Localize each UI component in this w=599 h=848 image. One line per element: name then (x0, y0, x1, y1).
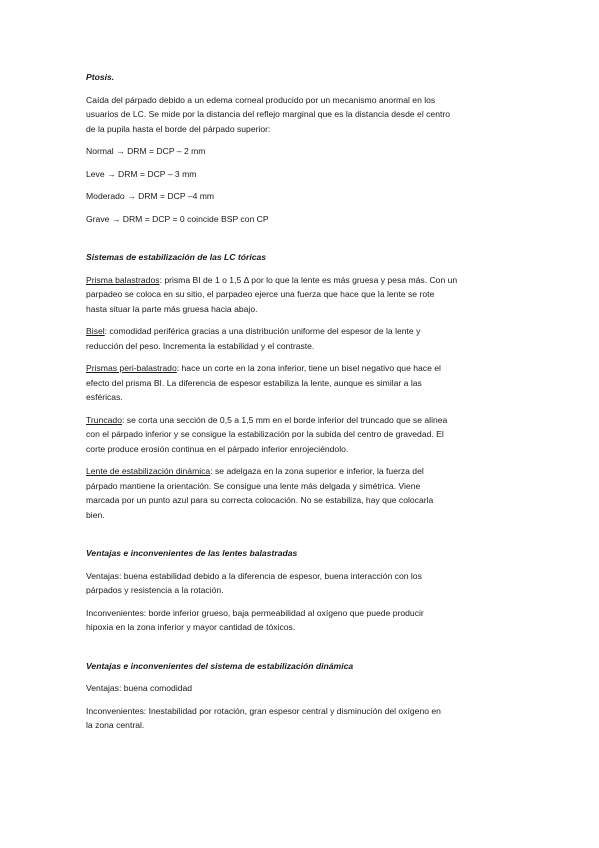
text-line: esféricas. (86, 392, 123, 402)
sistemas-title: Sistemas de estabilización de las LC tóricas (86, 252, 267, 262)
document-page (86, 70, 526, 733)
text-line: reducción del peso. Incrementa la estabilidad y el contraste. (86, 340, 315, 351)
text-line: con el párpado inferior y se consigue la estabilización por la subida del centro de gravedad. El (86, 429, 444, 439)
text-line: párpados y resistencia a la rotación. (86, 585, 224, 595)
term: Prismas peri-balastrado (86, 363, 177, 373)
text-line: usuarios de LC. Se mide por la distancia del reflejo marginal que es la distancia desde el centro (86, 109, 451, 119)
text-line: marcada por un punto azul para su correcta colocación. No se estabiliza, hay que colocarla (86, 495, 434, 505)
text-line: hipoxia en la zona inferior y mayor cantidad de tóxicos. (86, 622, 296, 632)
text-line: Inconvenientes: borde inferior grueso, baja permeabilidad al oxígeno que puede producir (86, 607, 424, 618)
text-line: Truncado: se corta una sección de 0,5 a 1,5 mm en el borde inferior del truncado que se alinea (86, 414, 448, 425)
text-line: bien. (86, 509, 105, 520)
term: Prisma balastrados (86, 274, 160, 285)
ptosis-title: Ptosis. (86, 72, 115, 82)
text-line: Ventajas: buena comodidad (86, 683, 193, 693)
text-line: Ventajas: buena estabilidad debido a la diferencia de espesor, buena interacción con los (86, 570, 422, 581)
grade-moderado: Moderado → DRM = DCP –4 mm (86, 191, 215, 201)
text-line: efecto del prisma BI. La diferencia de espesor estabiliza la lente, aunque es similar a las (86, 377, 422, 388)
dinamica-title: Ventajas e inconvenientes del sistema de estabilización dinámica (86, 660, 354, 671)
text-line: Lente de estabilización dinámica: se adelgaza en la zona superior e inferior, la fuerza del (86, 466, 424, 476)
balastradas-title: Ventajas e inconvenientes de las lentes balastradas (86, 548, 298, 558)
text-line: de la pupila hasta el borde del párpado superior: (86, 123, 271, 134)
text-line: hasta situar la parte más gruesa hacia abajo. (86, 303, 258, 314)
grade-normal: Normal → DRM = DCP – 2 mm (86, 146, 206, 156)
balastradas-inconvenientes (86, 606, 526, 635)
sistema-estabilizacion-dinamica (86, 464, 526, 522)
dinamica-inconvenientes (86, 704, 526, 733)
sistema-bisel (86, 324, 526, 353)
term: Lente de estabilización dinámica (86, 466, 211, 476)
grade-grave: Grave → DRM = DCP = 0 coincide BSP con CP (86, 213, 269, 224)
text-line: corte produce erosión continua en el párpado inferior enrojeciéndolo. (86, 443, 349, 454)
grade-leve: Leve → DRM = DCP – 3 mm (86, 168, 197, 179)
text-line: parpadeo se coloca en su sitio, el parpadeo ejerce una fuerza que hace que la lente se rote (86, 289, 435, 299)
balastradas-ventajas (86, 569, 526, 598)
text-line: Bisel: comodidad periférica gracias a una distribución uniforme del espesor de la lente y (86, 326, 421, 336)
term: Truncado (86, 414, 122, 425)
sistema-prisma-balastrados (86, 273, 526, 317)
sistema-truncado (86, 413, 526, 457)
text-line: Caída del párpado debido a un edema corneal producido por un mecanismo anormal en los (86, 94, 436, 105)
dinamica-ventajas (86, 681, 526, 696)
text-line: Prismas peri-balastrado: hace un corte en la zona inferior, tiene un bisel negativo que hace el (86, 363, 441, 373)
text-line: Prisma balastrados: prisma BI de 1 o 1,5 Δ por lo que la lente es más gruesa y pesa más. Con un (86, 274, 458, 285)
text-line: la zona central. (86, 720, 145, 730)
text-line: Inconvenientes: Inestabilidad por rotación, gran espesor central y disminución del oxígeno en (86, 705, 441, 716)
sistema-prismas-peri-balastrado (86, 361, 526, 405)
text-line: párpado mantiene la orientación. Se consigue una lente más delgada y simétrica. Viene (86, 480, 421, 491)
term: Bisel (86, 326, 105, 336)
ptosis-intro (86, 93, 526, 137)
